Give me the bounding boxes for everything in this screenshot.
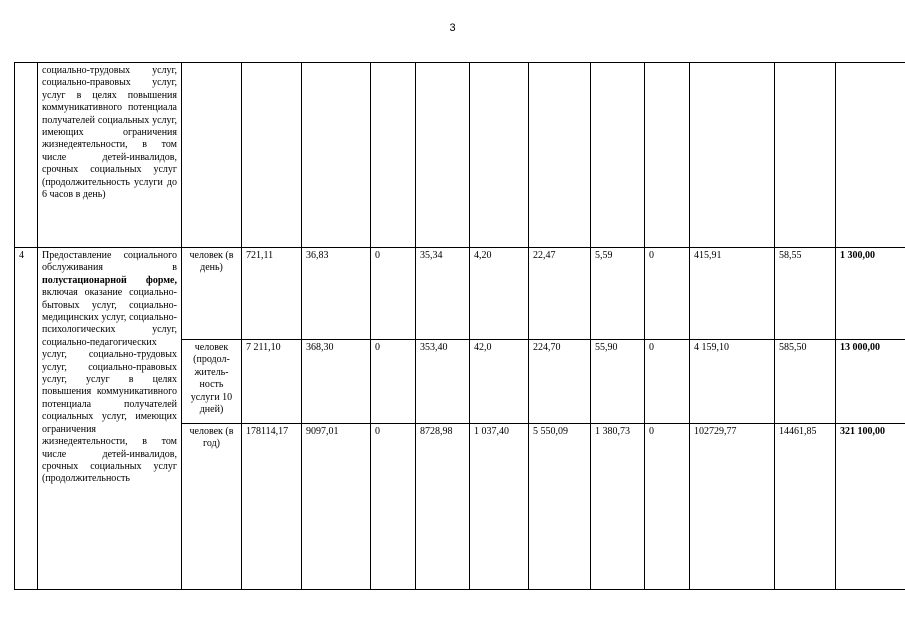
value-cell: 42,0 [470,340,529,424]
continuation-description: социально-трудовых услуг, социально-правовых услуг, услуг в целях повышения коммуникативного потенциала получателей социальных услуг, имеющих ограничения жизнедеятельности, в том числе детей-инвалидов, срочных социальных услуг (продолжительность услуги до 6 часов в день) [38,63,182,248]
row-index: 4 [15,248,38,590]
unit-cell: человек (продол-житель-ность услуги 10 дней) [182,340,242,424]
value-cell: 55,90 [591,340,645,424]
value-cell: 1 037,40 [470,424,529,590]
total-cell: 1 300,00 [836,248,905,340]
total-cell: 13 000,00 [836,340,905,424]
page-number: 3 [449,22,456,34]
value-cell: 9097,01 [302,424,371,590]
value-cell: 4,20 [470,248,529,340]
value-cell: 5 550,09 [529,424,591,590]
description-rest: включая оказание социально-бытовых услуг, социально-медицинских услуг, социально-психологических услуг, социально-педагогических услуг, социально-трудовых услуг, социально-правовых услуг, услуг в целях повышения коммуникативного потенциала получателей социальных услуг, имеющих ограничения жизнедеятельности, в том числе детей-инвалидов, срочных социальных услуг (продолжительность [42,287,177,485]
empty-cell [182,63,242,248]
value-cell: 7 211,10 [242,340,302,424]
table-row [15,248,905,340]
value-cell: 5,59 [591,248,645,340]
value-cell: 0 [645,424,690,590]
empty-cell [302,63,371,248]
value-cell: 36,83 [302,248,371,340]
value-cell: 4 159,10 [690,340,775,424]
value-cell: 0 [645,248,690,340]
table-row-continuation [15,63,905,248]
service-description [38,248,182,590]
value-cell: 0 [371,424,416,590]
empty-cell [591,63,645,248]
tariff-table [14,62,905,590]
index-cell-empty [15,63,38,248]
value-cell: 22,47 [529,248,591,340]
empty-cell [836,63,905,248]
value-cell: 178114,17 [242,424,302,590]
empty-cell [416,63,470,248]
value-cell: 721,11 [242,248,302,340]
value-cell: 0 [371,340,416,424]
description-start: Предоставление социального обслуживания в [42,250,177,274]
empty-cell [529,63,591,248]
value-cell: 58,55 [775,248,836,340]
unit-cell: человек (в год) [182,424,242,590]
value-cell: 14461,85 [775,424,836,590]
empty-cell [242,63,302,248]
description-bold: полустационарной форме, [42,274,177,286]
value-cell: 1 380,73 [591,424,645,590]
value-cell: 224,70 [529,340,591,424]
value-cell: 0 [645,340,690,424]
value-cell: 102729,77 [690,424,775,590]
total-cell: 321 100,00 [836,424,905,590]
value-cell: 0 [371,248,416,340]
unit-cell: человек (в день) [182,248,242,340]
empty-cell [645,63,690,248]
value-cell: 415,91 [690,248,775,340]
value-cell: 368,30 [302,340,371,424]
empty-cell [371,63,416,248]
value-cell: 585,50 [775,340,836,424]
empty-cell [690,63,775,248]
value-cell: 8728,98 [416,424,470,590]
empty-cell [470,63,529,248]
value-cell: 353,40 [416,340,470,424]
empty-cell [775,63,836,248]
value-cell: 35,34 [416,248,470,340]
